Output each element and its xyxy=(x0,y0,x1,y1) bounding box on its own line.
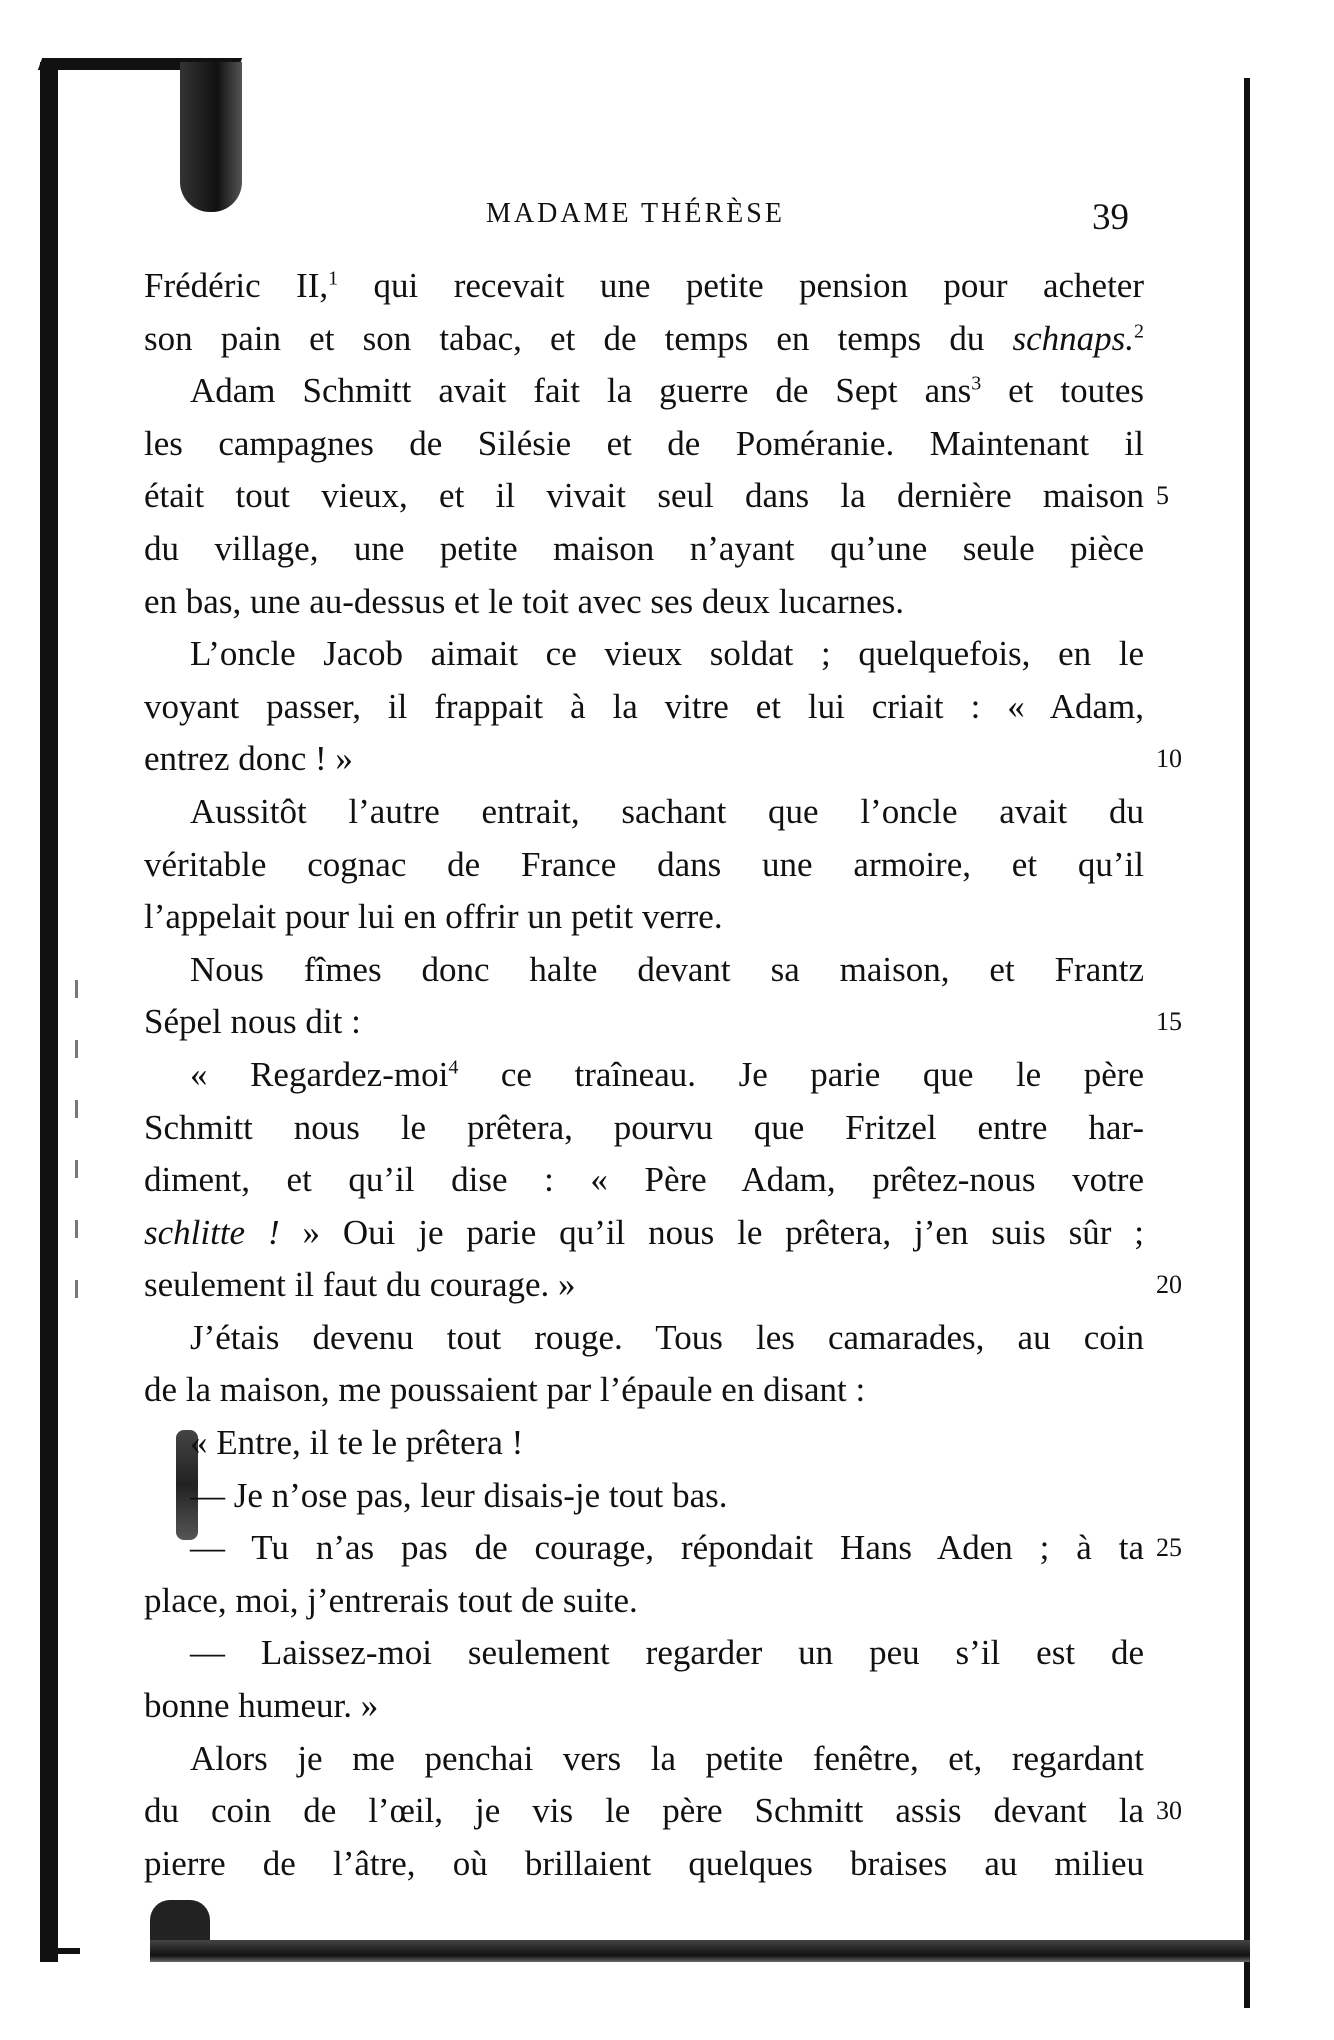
text-line xyxy=(144,365,1144,418)
text-run: » Oui je parie qu’il nous le prêtera, j’en suis sûr ; xyxy=(279,1212,1144,1252)
text-line: de la maison, me poussaient par l’épaule en disant : xyxy=(144,1370,866,1410)
text-line: en bas, une au-dessus et le toit avec ses deux lucarnes. xyxy=(144,581,905,621)
text-line xyxy=(144,1207,1144,1260)
body-text xyxy=(144,260,1144,1890)
line-number: 20 xyxy=(1156,1270,1182,1300)
text-line: — Tu n’as pas de courage, répondait Hans Aden ; à ta xyxy=(190,1528,1144,1568)
text-line: voyant passer, il frappait à la vitre et lui criait : « Adam, xyxy=(144,686,1144,726)
text-run: son pain et son tabac, et de temps en temps du xyxy=(144,318,1013,358)
line-number: 10 xyxy=(1156,744,1182,774)
text-line: seulement il faut du courage. » xyxy=(144,1265,576,1305)
footnote-ref: 1 xyxy=(328,267,339,290)
scan-border-foot xyxy=(40,1948,80,1954)
page-number: 39 xyxy=(1092,197,1129,238)
footnote-ref: 3 xyxy=(971,372,982,395)
running-head xyxy=(0,196,1334,256)
text-run: « Regardez-moi xyxy=(190,1054,449,1094)
text-run: qui recevait une petite pension pour acheter xyxy=(338,266,1144,305)
running-title: MADAME THÉRÈSE xyxy=(486,198,785,229)
text-line xyxy=(144,260,1144,313)
text-line: Alors je me penchai vers la petite fenêtre, et, regardant xyxy=(190,1738,1144,1778)
text-line: entrez donc ! » xyxy=(144,739,353,779)
text-line: était tout vieux, et il vivait seul dans la dernière maison xyxy=(144,476,1144,516)
line-number: 30 xyxy=(1156,1796,1182,1826)
text-line: Nous fîmes donc halte devant sa maison, et Frantz xyxy=(190,949,1144,989)
text-line: — Laissez-moi seulement regarder un peu s’il est de xyxy=(190,1633,1144,1673)
scan-border-right xyxy=(1244,78,1250,2008)
text-line: véritable cognac de France dans une armoire, et qu’il xyxy=(144,844,1144,884)
scan-smudge-top xyxy=(180,62,242,212)
line-number: 25 xyxy=(1156,1533,1182,1563)
footnote-ref: 2 xyxy=(1134,319,1144,342)
scan-border-left xyxy=(40,62,58,1962)
text-line: les campagnes de Silésie et de Poméranie. Maintenant il xyxy=(144,423,1144,463)
text-line: Aussitôt l’autre entrait, sachant que l’oncle avait du xyxy=(190,791,1144,831)
text-line: Sépel nous dit : xyxy=(144,1002,361,1042)
text-line: place, moi, j’entrerais tout de suite. xyxy=(144,1580,638,1620)
text-line: J’étais devenu tout rouge. Tous les camarades, au coin xyxy=(190,1317,1144,1357)
line-number: 5 xyxy=(1156,481,1169,511)
scan-margin-marks xyxy=(75,980,78,1310)
text-run: Frédéric II, xyxy=(144,266,329,305)
text-line xyxy=(144,313,1144,366)
text-run: et toutes xyxy=(981,371,1144,411)
text-line: diment, et qu’il dise : « Père Adam, prêtez-nous votre xyxy=(144,1160,1144,1200)
italic-text: schnaps. xyxy=(1012,318,1134,358)
text-line: « Entre, il te le prêtera ! xyxy=(190,1423,524,1463)
text-line: L’oncle Jacob aimait ce vieux soldat ; quelquefois, en le xyxy=(190,634,1144,674)
text-line xyxy=(144,1049,1144,1102)
text-line: l’appelait pour lui en offrir un petit verre. xyxy=(144,897,723,937)
italic-text: schlitte ! xyxy=(144,1212,280,1252)
text-line: bonne humeur. » xyxy=(144,1686,379,1726)
footnote-ref: 4 xyxy=(448,1056,459,1079)
text-run: ce traîneau. Je parie que le père xyxy=(458,1054,1144,1094)
text-line: du village, une petite maison n’ayant qu’une seule pièce xyxy=(144,528,1144,568)
text-run: Adam Schmitt avait fait la guerre de Sept ans xyxy=(190,371,972,411)
text-line: pierre de l’âtre, où brillaient quelques braises au milieu xyxy=(144,1843,1144,1883)
text-line: du coin de l’œil, je vis le père Schmitt assis devant la xyxy=(144,1791,1144,1831)
scan-border-bottom xyxy=(150,1940,1250,1962)
line-number: 15 xyxy=(1156,1007,1182,1037)
text-line: Schmitt nous le prêtera, pourvu que Fritzel entre har- xyxy=(144,1107,1144,1147)
text-line: — Je n’ose pas, leur disais-je tout bas. xyxy=(190,1475,728,1515)
